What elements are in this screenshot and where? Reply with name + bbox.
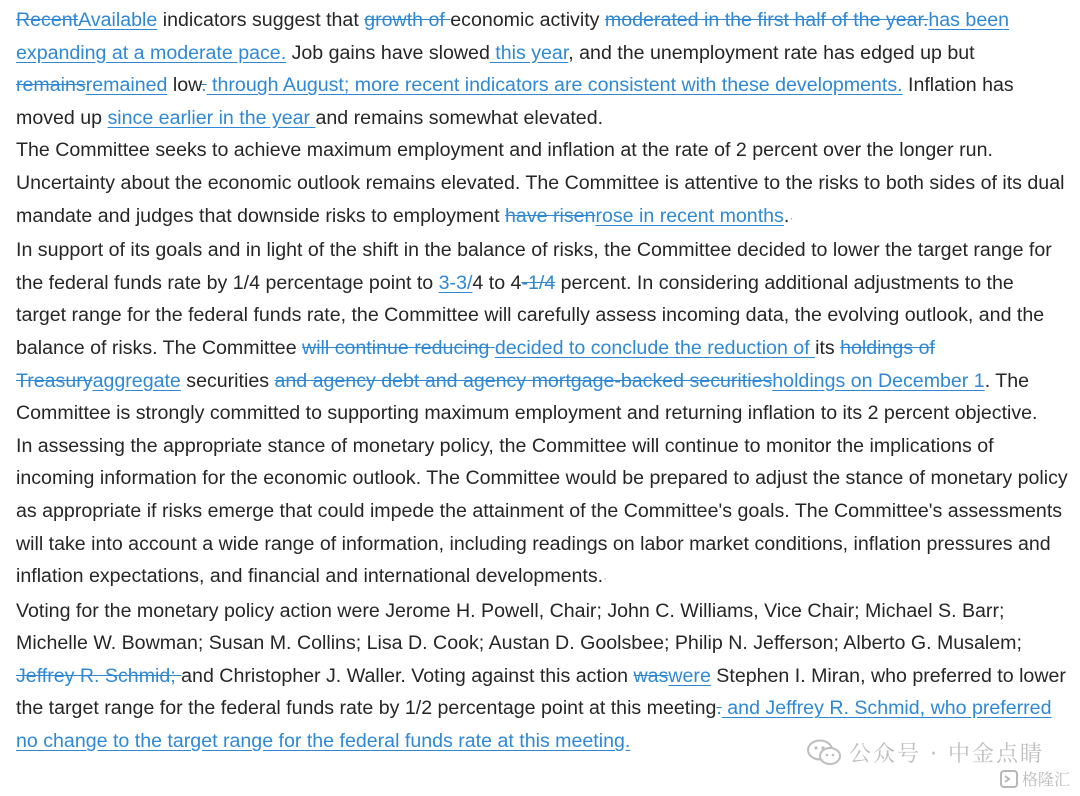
deleted-text: will continue reducing (302, 336, 495, 359)
body-text: In support of its goals and in light of the shift in the balance of risks, the Committee decided to lower the target range for the federal funds rate by 1/4 percentage point to (16, 239, 1052, 294)
inserted-text: aggregate (92, 369, 181, 392)
deleted-text: moderated in the first half of the year. (604, 9, 929, 31)
body-text: low (167, 74, 202, 97)
inserted-text: this year (489, 41, 569, 64)
inserted-text: were (668, 664, 711, 687)
body-text: indicators suggest that (157, 9, 365, 31)
body-text: and remains somewhat elevated. (315, 106, 604, 129)
inserted-text: and Jeffrey R. Schmid, who preferred no change to the target range for the federal funds rate at this meeting. (16, 697, 1052, 753)
paragraph-committee-goals (16, 134, 1068, 234)
watermark-text: 公众号 · 中金点睛 (849, 742, 1044, 767)
inserted-text: 3-3/ (438, 271, 473, 294)
body-text: In assessing the appropriate stance of monetary policy, the Committee will continue to monitor the implications of incoming information for the economic outlook. The Committee would be prepared to adjust the stance of monetary policy as appropriate if risks emerge that could impede the attainment of the Committee's goals. The Committee's assessments will take into account a wide range of information, including readings on labor market conditions, inflation pressures and inflation expectations, and financial and international developments. (16, 434, 1068, 588)
body-text: . (783, 204, 790, 227)
brand-logo-icon (1000, 770, 1018, 788)
body-text: , and the unemployment rate has edged up but (568, 41, 975, 64)
body-text: Stephen I. Miran, who preferred to lower the target range for the federal funds rate by 1/2 percentage point at this meeting (16, 664, 1066, 720)
body-text: Voting for the monetary policy action were Jerome H. Powell, Chair; John C. Williams, Vice Chair; Michael S. Barr; Michelle W. Bowman; Susan M. Collins; Lisa D. Cook; Austan D. Goolsbee; Philip N. Jefferson; Alberto G. Musalem; (16, 599, 1022, 655)
body-text: Job gains have slowed (286, 41, 490, 64)
paragraph-voting (16, 595, 1068, 758)
body-text: The Committee seeks to achieve maximum employment and inflation at the rate of 2 percent over the longer run. Uncertainty about the economic outlook remains elevated. The Committee is attentive to the risks to both sides of its dual mandate and judges that downside risks to employment (16, 139, 1065, 227)
paragraph-mark-icon: · (603, 571, 608, 586)
body-text: percent. In considering additional adjustments to the target range for the federal funds rate, the Committee will carefully assess incoming data, the evolving outlook, and the balance of risks. The Committee (16, 271, 1045, 359)
brand-text: 格隆汇 (1021, 770, 1070, 789)
inserted-text: holdings on December 1 (772, 369, 985, 392)
paragraph-indicators (16, 4, 1068, 134)
inserted-text: has been expanding at a moderate pace. (16, 9, 1010, 64)
body-text: . The Committee is strongly committed to supporting maximum employment and returning inflation to its 2 percent objective. (16, 369, 1038, 425)
body-text: its (815, 336, 841, 359)
deleted-text: growth of (364, 9, 451, 31)
body-text: and Christopher J. Waller. Voting against this action (181, 664, 634, 687)
deleted-text: . (201, 74, 207, 97)
deleted-text: holdings of Treasury (16, 336, 935, 392)
deleted-text: was (633, 664, 669, 687)
paragraph-mark-icon: · (789, 210, 794, 225)
body-text: securities (180, 369, 275, 392)
inserted-text: through August; more recent indicators are consistent with these developments. (206, 74, 903, 97)
inserted-text: since earlier in the year (107, 106, 316, 129)
brand-watermark (1000, 767, 1070, 790)
inserted-text: Available (78, 9, 158, 31)
body-text: Inflation has moved up (16, 74, 1014, 129)
paragraph-policy-stance (16, 430, 1068, 595)
inserted-text: rose in recent months (595, 204, 784, 227)
deleted-text: Recent (16, 9, 79, 31)
inserted-text: decided to conclude the reduction of (494, 336, 816, 359)
body-text: 4 to 4 (472, 271, 522, 294)
body-text: economic activity (450, 9, 605, 31)
deleted-text: remains (16, 74, 86, 97)
paragraph-rate-decision (16, 234, 1068, 430)
deleted-text: -1/4 (521, 271, 556, 294)
deleted-text: have risen (505, 204, 596, 227)
inserted-text: remained (85, 74, 168, 97)
deleted-text: Jeffrey R. Schmid; (16, 664, 182, 687)
deleted-text: . (716, 697, 722, 720)
document-body (16, 4, 1068, 758)
deleted-text: and agency debt and agency mortgage-backed securities (274, 369, 773, 392)
